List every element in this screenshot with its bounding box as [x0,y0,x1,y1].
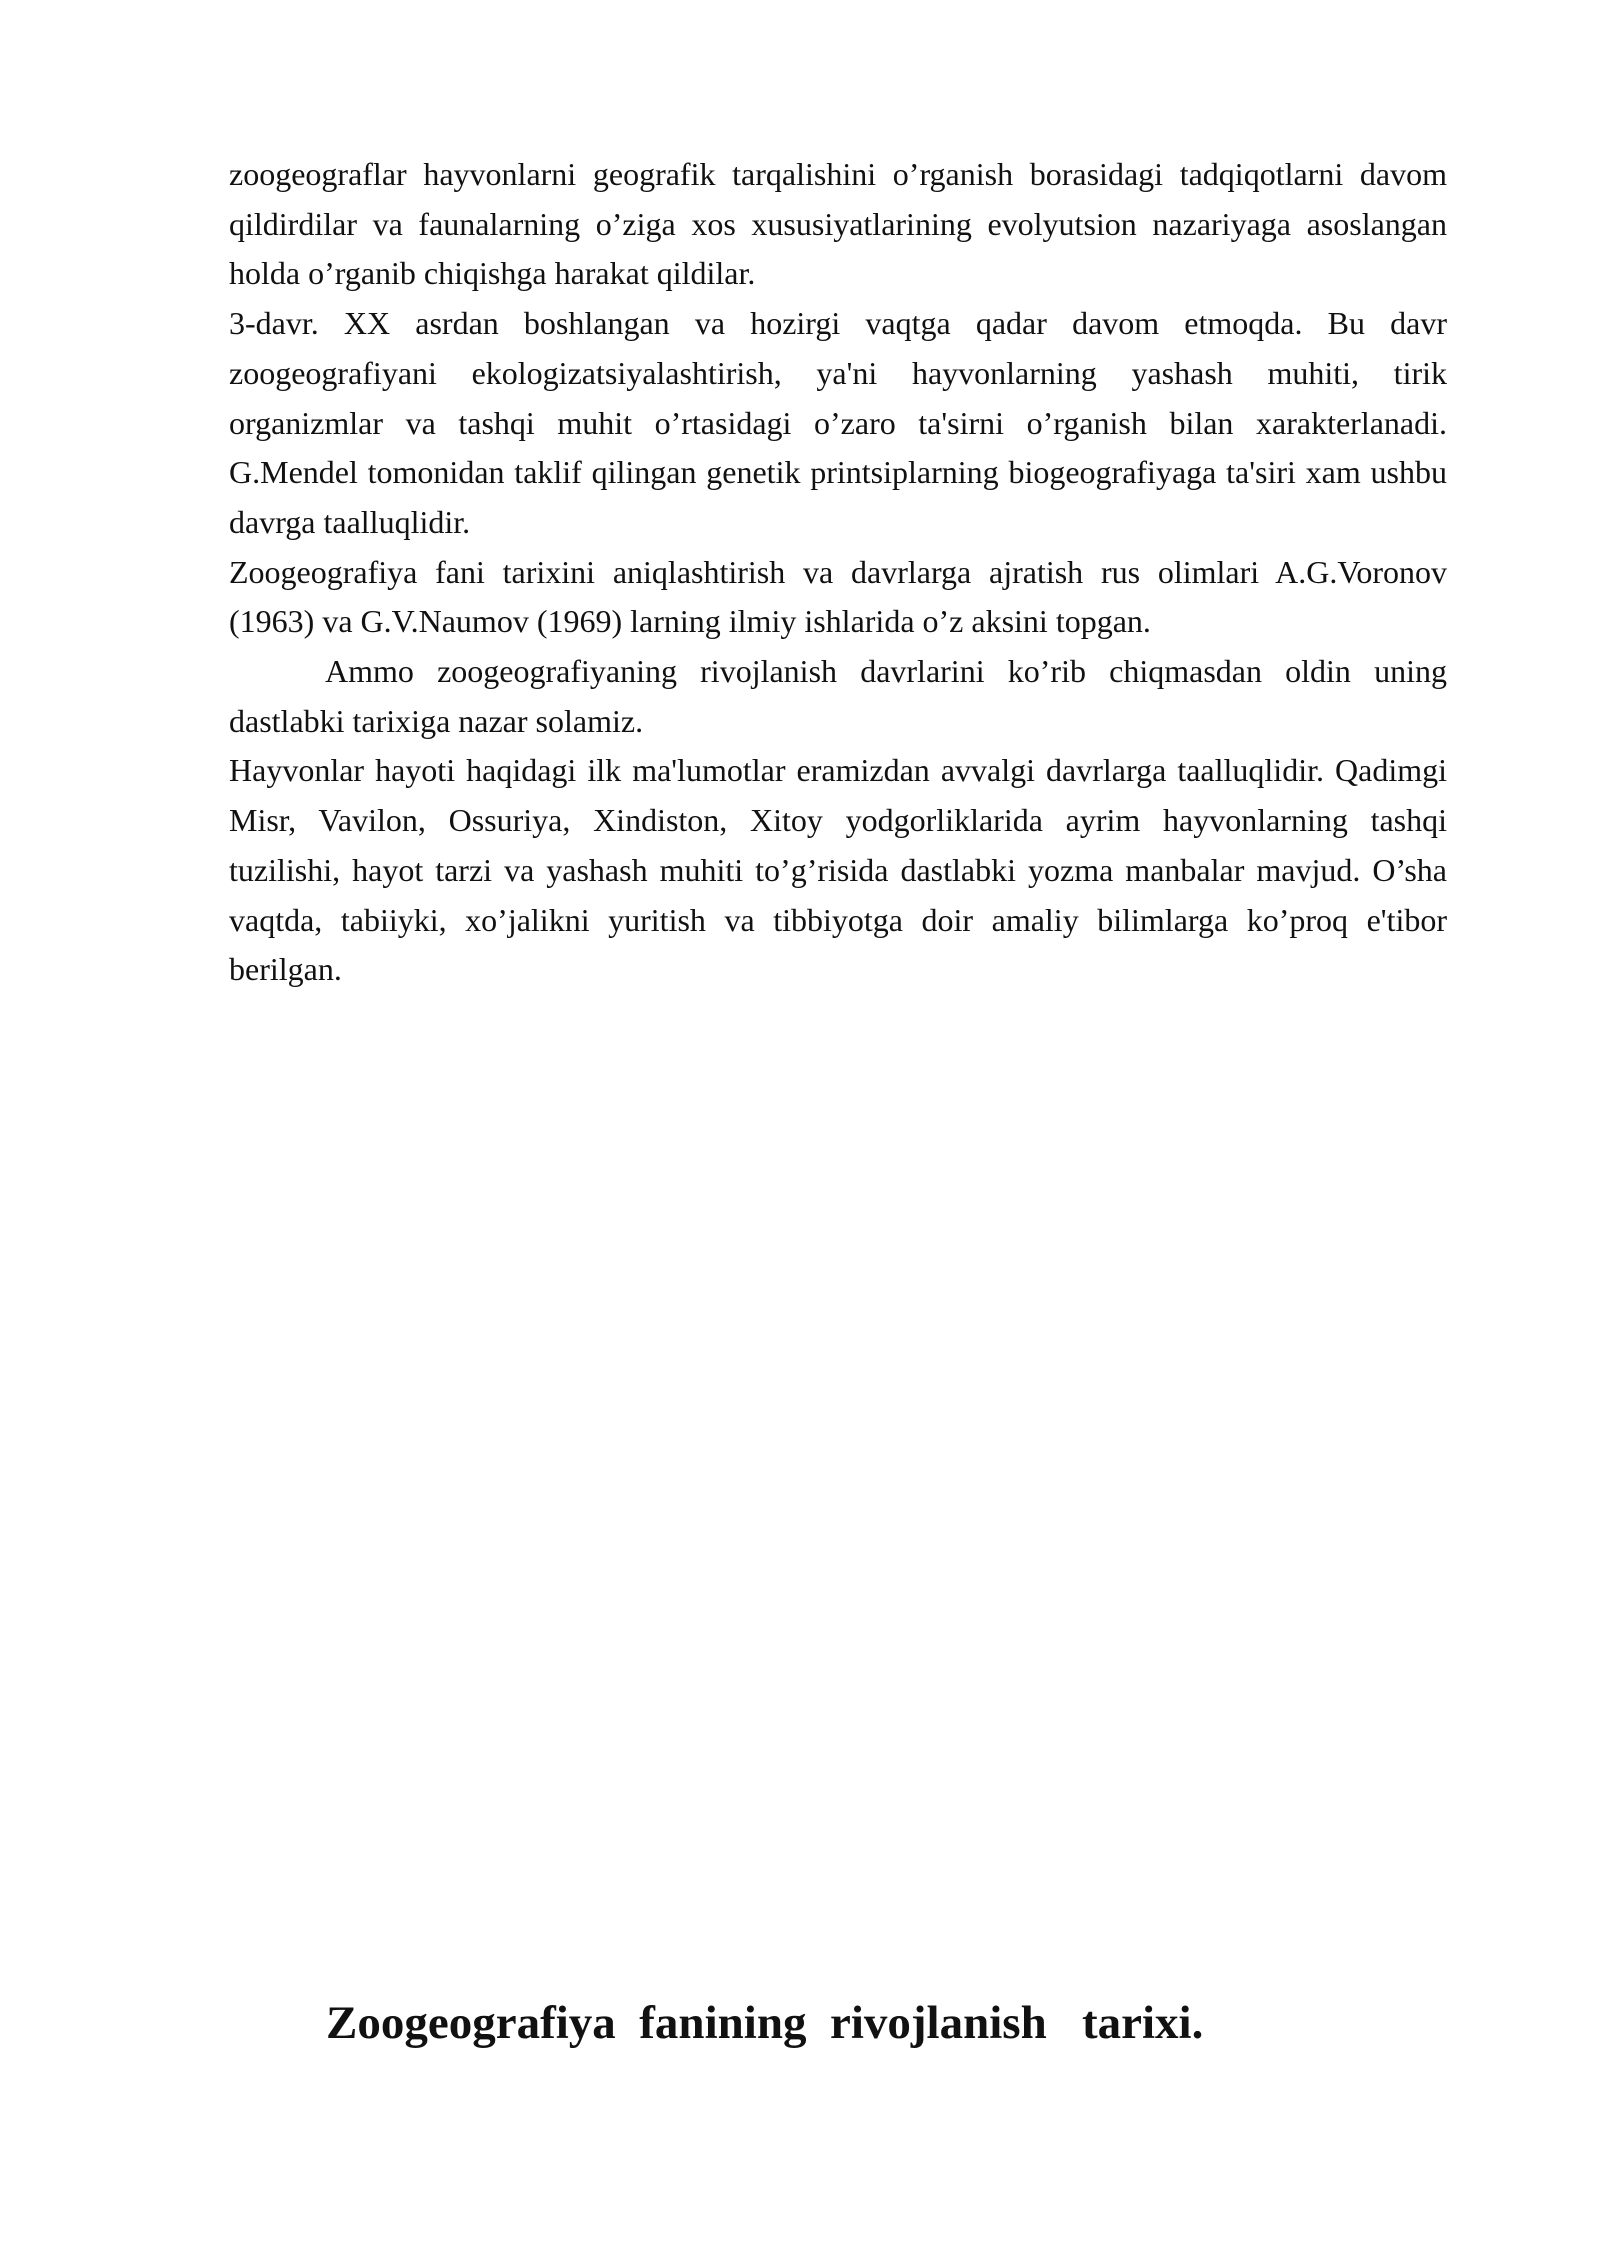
paragraph-early-history-intro: Ammo zoogeografiyaning rivojlanish davrlarini ko’rib chiqmasdan oldin uning dastlabki tarixiga nazar solamiz. [229,653,1447,739]
paragraph-periodization: Zoogeografiya fani tarixini aniqlashtirish va davrlarga ajratish rus olimlari A.G.Voronov (1963) va G.V.Naumov (1969) larning ilmiy ishlarida o’z aksini topgan. [229,553,1447,640]
paragraph-zoogeographers-research: zoogeograflar hayvonlarni geografik tarqalishini o’rganish borasidagi tadqiqotlarni davom qildirdilar va faunalarning o’ziga xos xususiyatlarining evolyutsion nazariyaga asoslangan holda o’rganib chiqishga harakat qildilar. [229,156,1447,292]
paragraph-third-period: 3-davr. XX asrdan boshlangan va hozirgi vaqtga qadar davom etmoqda. Bu davr zoogeografiyani ekologizatsiyalashtirish, ya'ni hayvonlarning yashash muhiti, tirik organizmlar va tashqi muhit o’rtasidagi o’zaro ta'sirni o’rganish bilan xarakterlanadi. G.Mendel tomonidan taklif qilingan genetik printsiplarning biogeografiyaga ta'siri xam ushbu davrga taalluqlidir. [229,305,1447,540]
body-text [229,150,1447,995]
section-heading: Zoogeografiya fanining rivojlanish tarixi. [326,1997,1204,2049]
paragraph-ancient-records: Hayvonlar hayoti haqidagi ilk ma'lumotlar eramizdan avvalgi davrlarga taalluqlidir. Qadimgi Misr, Vavilon, Ossuriya, Xindiston, Xitoy yodgorliklarida ayrim hayvonlarning tashqi tuzilishi, hayot tarzi va yashash muhiti to’g’risida dastlabki yozma manbalar mavjud. O’sha vaqtda, tabiiyki, xo’jalikni yuritish va tibbiyotga doir amaliy bilimlarga ko’proq e'tibor berilgan. [229,752,1447,988]
